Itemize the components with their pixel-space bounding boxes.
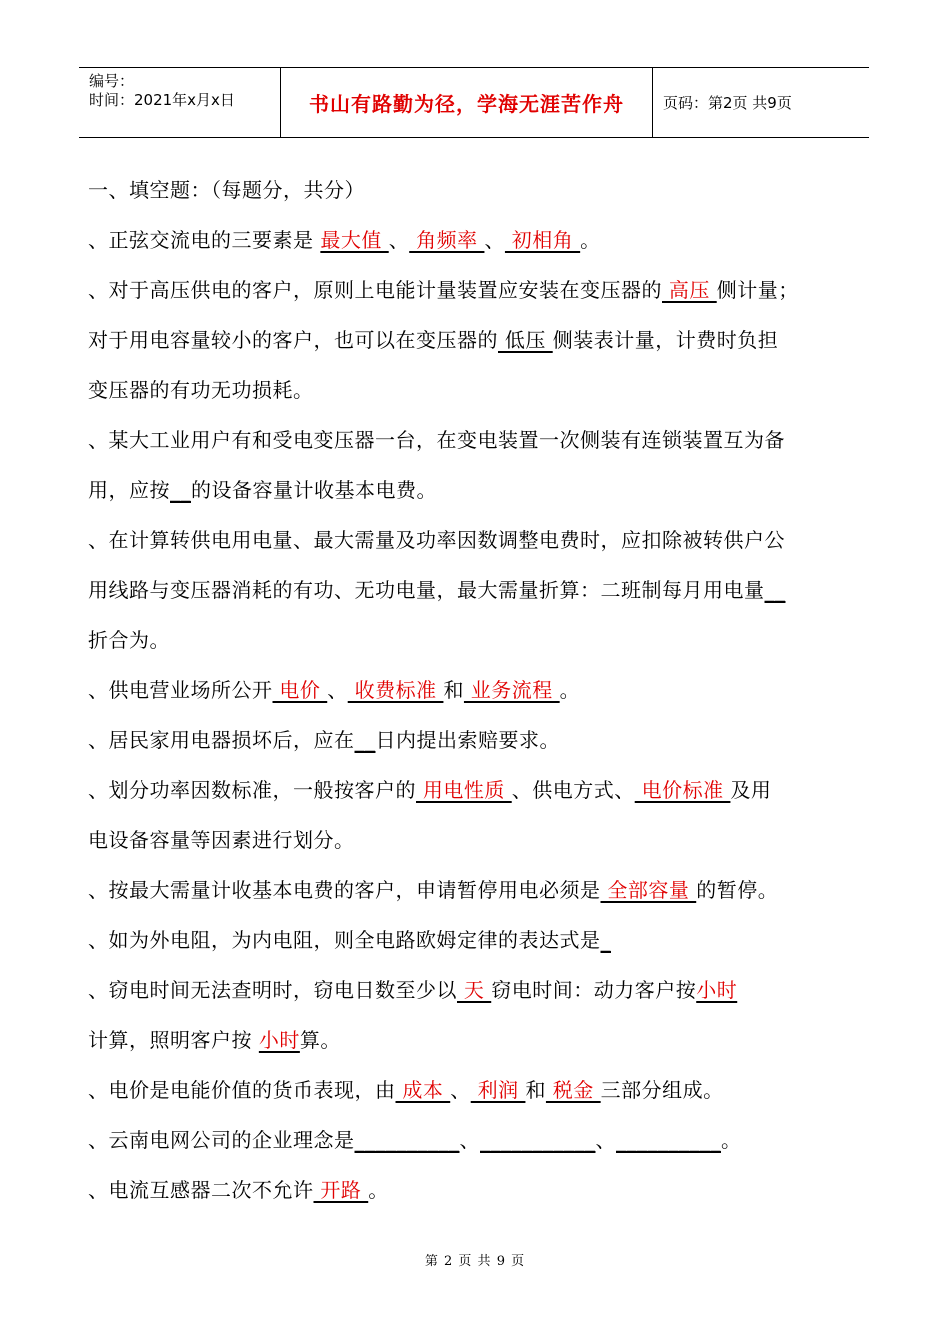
question-text: 和	[443, 678, 464, 702]
blank-field: ___________	[480, 1128, 596, 1152]
question-text: 日内提出索赔要求。	[375, 728, 560, 752]
question-text: 、供电营业场所公开	[88, 678, 273, 702]
answer-text: 用电性质	[416, 778, 512, 802]
answer-text: 最大值	[320, 228, 389, 252]
text-line	[88, 925, 611, 955]
page-footer: 第 2 页 共 9 页	[424, 1254, 526, 1269]
text-line	[88, 1025, 341, 1055]
question-text: 、	[388, 228, 410, 252]
question-text: 、供电方式、	[511, 778, 635, 802]
text-line	[88, 575, 786, 605]
question-text: 的暂停。	[696, 878, 779, 902]
question-text: 。	[559, 678, 581, 702]
question-text: 及用	[730, 778, 772, 802]
question-text: 窃电时间：动力客户按	[491, 978, 697, 1002]
question-text: 对于用电容量较小的客户，也可以在变压器的	[88, 328, 498, 352]
question-text: 电设备容量等因素进行划分。	[88, 828, 355, 852]
text-line	[88, 775, 771, 805]
text-line	[88, 1125, 742, 1155]
text-line	[88, 875, 778, 905]
answer-text: 税金	[545, 1078, 601, 1102]
question-text: 计算，照明客户按	[88, 1028, 259, 1052]
text-line	[88, 425, 785, 455]
answer-text: 小时	[696, 978, 738, 1002]
answer-text: 收费标准	[347, 678, 444, 702]
question-text: 、电价是电能价值的货币表现，由	[88, 1078, 396, 1102]
blank-field: __	[354, 728, 376, 752]
text-line	[88, 1075, 724, 1105]
answer-text: 电价	[272, 678, 328, 702]
blank-field: _	[600, 928, 611, 952]
text-line	[88, 175, 365, 205]
question-text: 、如为外电阻，为内电阻，则全电路欧姆定律的表达式是	[88, 928, 601, 952]
question-text: 、正弦交流电的三要素是	[88, 228, 321, 252]
text-line	[88, 525, 785, 555]
question-text: 侧计量；	[716, 278, 799, 302]
answer-text: 初相角	[504, 228, 581, 252]
text-line	[88, 625, 170, 655]
answer-text: 成本	[395, 1078, 451, 1102]
question-text: 算。	[299, 1028, 341, 1052]
question-text: 、窃电时间无法查明时，窃电日数至少以	[88, 978, 457, 1002]
text-line	[88, 975, 737, 1005]
text-line	[88, 1175, 389, 1205]
answer-text: 小时	[258, 1028, 300, 1052]
text-line	[88, 825, 355, 855]
text-line	[88, 475, 437, 505]
question-text: 用线路与变压器消耗的有功、无功电量，最大需量折算：二班制每月用电量	[88, 578, 765, 602]
blank-field: __________	[354, 1128, 460, 1152]
question-text: 、划分功率因数标准，一般按客户的	[88, 778, 416, 802]
question-text: 、居民家用电器损坏后，应在	[88, 728, 355, 752]
question-text: 、按最大需量计收基本电费的客户，申请暂停用电必须是	[88, 878, 601, 902]
question-text: 、	[595, 1128, 616, 1152]
answer-text: 利润	[470, 1078, 526, 1102]
question-text: 。	[580, 228, 601, 252]
blank-field: __________	[616, 1128, 721, 1152]
header-time-label: 时间：2021年x月x日	[89, 91, 235, 109]
header-motto: 书山有路勤为径，学海无涯苦作舟	[281, 68, 653, 137]
question-text: 、	[459, 1128, 480, 1152]
answer-text: 电价标准	[634, 778, 731, 802]
question-text: 一、填空题：（每题分，共分）	[88, 178, 365, 202]
answer-text: 天	[457, 978, 492, 1002]
blank-field: 低压	[498, 328, 553, 352]
question-text: 、云南电网公司的企业理念是	[88, 1128, 355, 1152]
header-page-info: 页码：第2页 共9页	[663, 94, 792, 112]
question-text: 用，应按	[88, 478, 170, 502]
answer-text: 开路	[313, 1178, 369, 1202]
question-text: 、某大工业用户有和受电变压器一台，在变电装置一次侧装有连锁装置互为备	[88, 428, 785, 452]
text-line	[88, 325, 778, 355]
text-line	[88, 225, 601, 255]
question-text: 的设备容量计收基本电费。	[191, 478, 437, 502]
question-text: 。	[721, 1128, 742, 1152]
text-line	[88, 675, 580, 705]
answer-text: 高压	[662, 278, 717, 302]
question-text: 和	[525, 1078, 546, 1102]
blank-field: __	[764, 578, 786, 602]
text-line	[88, 275, 799, 305]
blank-field: __	[170, 478, 191, 502]
header-number-label: 编号：	[89, 72, 135, 90]
question-text: 、	[484, 228, 505, 252]
answer-text: 全部容量	[600, 878, 697, 902]
question-text: 、	[450, 1078, 471, 1102]
question-text: 侧装表计量，计费时负担	[552, 328, 779, 352]
header-meta	[79, 68, 281, 137]
question-text: 、电流互感器二次不允许	[88, 1178, 314, 1202]
answer-text: 业务流程	[463, 678, 560, 702]
question-text: 折合为。	[88, 628, 170, 652]
question-text: 、在计算转供电用电量、最大需量及功率因数调整电费时，应扣除被转供户公	[88, 528, 785, 552]
text-line	[88, 725, 560, 755]
question-text: 。	[368, 1178, 389, 1202]
question-text: 变压器的有功无功损耗。	[88, 378, 314, 402]
answer-text: 角频率	[409, 228, 485, 252]
question-text: 、	[327, 678, 348, 702]
text-line	[88, 375, 314, 405]
question-text: 三部分组成。	[600, 1078, 724, 1102]
page-header	[79, 67, 869, 138]
question-text: 、对于高压供电的客户，原则上电能计量装置应安装在变压器的	[88, 278, 662, 302]
